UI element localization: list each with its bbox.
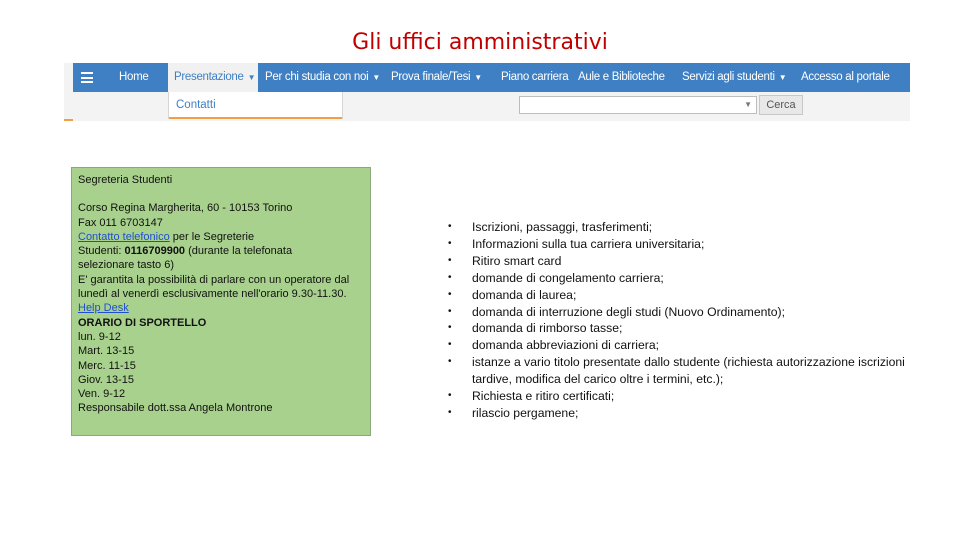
list-item (448, 253, 918, 270)
nav-item-prova-finale[interactable] (385, 63, 495, 92)
list-item (448, 320, 918, 337)
nav-label: Home (119, 71, 149, 83)
hours-row: Mart. 13-15 (78, 345, 135, 358)
nav-label: Accesso al portale (801, 71, 890, 83)
chevron-down-icon: ▼ (744, 100, 752, 109)
nav-label: Piano carriera (501, 71, 569, 83)
bullet-icon: • (448, 271, 452, 283)
contact-tail: per le Segreterie (169, 230, 255, 243)
services-list (448, 219, 918, 422)
list-item (448, 236, 918, 253)
list-item (448, 219, 918, 236)
phone-prefix: Studenti: (78, 245, 125, 258)
search-button[interactable]: Cerca (759, 95, 803, 115)
bullet-icon: • (448, 322, 452, 334)
nav-item-servizi-studenti[interactable] (676, 63, 792, 92)
chevron-down-icon: ▼ (372, 73, 380, 82)
operator-notice: E' garantita la possibilità di parlare con un operatore dal lunedì al venerdì esclusivamente nell'orario 9.30-11.30. (78, 273, 350, 301)
list-item-text: rilascio pergamene; (472, 405, 579, 420)
hours-row: Ven. 9-12 (78, 388, 126, 401)
nav-label: Presentazione (174, 71, 244, 83)
list-item-text: Informazioni sulla tua carriera universitaria; (472, 236, 705, 251)
phone-number: 0116709900 (124, 245, 186, 258)
list-item (448, 270, 918, 287)
hamburger-menu-icon[interactable] (81, 72, 93, 83)
bullet-icon: • (448, 221, 452, 232)
list-item (448, 337, 918, 354)
nav-item-per-chi-studia[interactable] (259, 63, 385, 92)
office-fax: Fax 011 6703147 (78, 216, 163, 229)
hours-row: Merc. 11-15 (78, 359, 136, 372)
bullet-icon: • (448, 406, 452, 418)
bullet-icon: • (448, 305, 452, 317)
nav-item-presentazione[interactable] (168, 63, 258, 92)
nav-item-accesso-portale[interactable] (795, 63, 895, 92)
chevron-down-icon: ▼ (778, 73, 787, 82)
hours-row: lun. 9-12 (78, 330, 121, 343)
nav-label: Aule e Biblioteche (578, 71, 665, 83)
phone-line-2: selezionare tasto 6) (78, 259, 174, 272)
list-item-text: domanda abbreviazioni di carriera; (472, 338, 659, 353)
list-item-text: Ritiro smart card (472, 253, 562, 268)
list-item (448, 304, 918, 321)
list-item (448, 405, 918, 422)
office-address: Corso Regina Margherita, 60 - 10153 Torino (78, 202, 293, 215)
phone-line (78, 244, 364, 258)
contact-line (78, 230, 364, 244)
search-select[interactable] (519, 96, 757, 114)
list-item-text: domanda di rimborso tasse; (472, 321, 623, 336)
sub-navbar (73, 92, 910, 121)
list-item (448, 354, 918, 388)
helpdesk-link[interactable]: Help Desk (78, 302, 129, 315)
hours-row: Giov. 13-15 (78, 373, 135, 386)
hours-title: ORARIO DI SPORTELLO (78, 316, 207, 329)
website-screenshot (64, 63, 910, 121)
list-item (448, 287, 918, 304)
nav-item-home[interactable] (113, 63, 168, 92)
phone-suffix: (durante la telefonata (185, 245, 293, 258)
list-item-text: domanda di laurea; (472, 287, 577, 302)
main-navbar (73, 63, 910, 92)
chevron-down-icon: ▼ (247, 73, 256, 82)
bullet-icon: • (448, 237, 452, 249)
list-item-text: Richiesta e ritiro certificati; (472, 389, 615, 404)
bullet-icon: • (448, 339, 452, 351)
list-item-text: domanda di interruzione degli studi (Nuovo Ordinamento); (472, 304, 785, 319)
tab-contatti[interactable]: Contatti (168, 92, 343, 119)
bullet-icon: • (448, 390, 452, 402)
nav-label: Per chi studia con noi (265, 71, 369, 83)
nav-label: Servizi agli studenti (682, 71, 775, 83)
nav-item-piano-carriera[interactable] (495, 63, 572, 92)
office-heading: Segreteria Studenti (78, 174, 173, 186)
bullet-icon: • (448, 288, 452, 300)
office-info-box (71, 167, 371, 436)
nav-label: Prova finale/Tesi (391, 71, 471, 83)
list-item-text: domande di congelamento carriera; (472, 270, 664, 285)
list-item (448, 388, 918, 405)
office-manager: Responsabile dott.ssa Angela Montrone (78, 402, 273, 415)
list-item-text: istanze a vario titolo presentate dallo studente (richiesta autorizzazione iscrizioni tardive, modifica del carico oltre i termini, etc.); (472, 355, 905, 387)
nav-item-aule-biblioteche[interactable] (572, 63, 674, 92)
chevron-down-icon: ▼ (474, 73, 482, 82)
slide-title: Gli uffici amministrativi (352, 30, 608, 55)
contact-link[interactable]: Contatto telefonico (78, 230, 170, 243)
list-item-text: Iscrizioni, passaggi, trasferimenti; (472, 220, 653, 234)
bullet-icon: • (448, 356, 452, 368)
bullet-icon: • (448, 254, 452, 266)
